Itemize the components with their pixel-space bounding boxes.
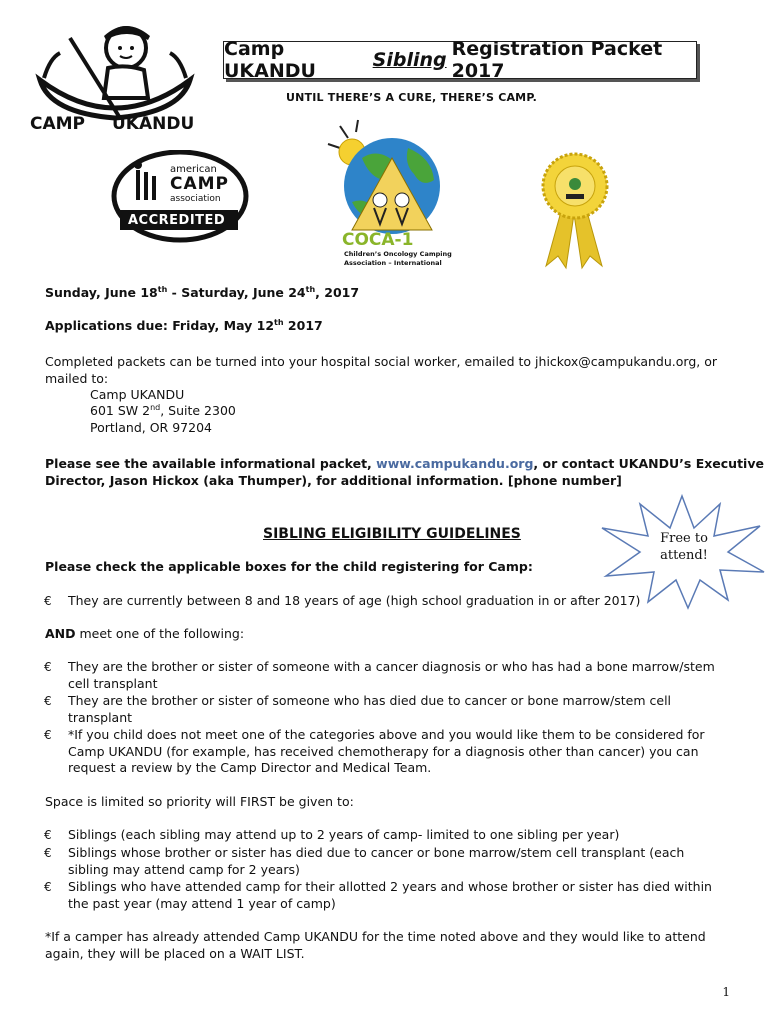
priority-2: Siblings whose brother or sister has died due to cancer or bone marrow/stem cell transplant (each sibling may attend camp for 2 years) [68, 845, 685, 877]
coca-sub1: Children’s Oncology Camping [344, 250, 452, 258]
address-line2 [90, 403, 236, 420]
info-text-1: Please see the available informational packet, [45, 456, 377, 471]
aca-line2: CAMP [170, 174, 230, 194]
address-line3: Portland, OR 97204 [90, 420, 212, 435]
eligibility-instruction: Please check the applicable boxes for the child registering for Camp: [45, 559, 533, 574]
session-year: , 2017 [315, 285, 360, 300]
page-title [223, 38, 697, 82]
coca-sub2: Association – International [344, 259, 442, 267]
aca-line1: american [170, 164, 217, 175]
title-part1: Camp UKANDU [224, 38, 316, 82]
starburst-line2: attend! [660, 548, 708, 563]
logo-text-ukandu: UKANDU [112, 114, 195, 134]
criterion-2: They are the brother or sister of someone who has died due to cancer or bone marrow/stem cell transplant [68, 693, 672, 725]
coca-logo [322, 118, 452, 273]
eligibility-heading: SIBLING ELIGIBILITY GUIDELINES [263, 526, 521, 542]
title-part2: Registration Packet 2017 [451, 38, 663, 82]
aca-line3: association [170, 194, 221, 204]
sup-th-1: th [157, 284, 168, 294]
due-year: 2017 [283, 318, 323, 333]
priority-3: Siblings who have attended camp for their allotted 2 years and whose brother or sister has died within the past year (may attend 1 year of camp) [68, 879, 712, 911]
checkbox-criterion-2[interactable]: € [44, 694, 52, 708]
priority-1: Siblings (each sibling may attend up to 2 years of camp- limited to one sibling per year) [68, 827, 620, 842]
coca-name: COCA-1 [342, 230, 414, 250]
priority-intro: Space is limited so priority will FIRST be given to: [45, 794, 354, 809]
gold-ribbon-icon [528, 138, 623, 273]
checkbox-criterion-3[interactable]: € [44, 728, 52, 742]
logo-text-camp: CAMP [30, 114, 86, 134]
info-text-2: , or contact UKANDU’s Executive [533, 456, 764, 471]
checkbox-age[interactable]: € [44, 594, 52, 608]
address-street: 601 SW 2 [90, 403, 151, 418]
session-dates [45, 285, 359, 302]
criterion-age: They are currently between 8 and 18 years of age (high school graduation in or after 2017) [68, 593, 641, 608]
title-italic: Sibling [372, 49, 447, 71]
due-date: Applications due: Friday, May 12 [45, 318, 275, 333]
page-number: 1 [722, 985, 730, 999]
info-line2: Director, Jason Hickox (aka Thumper), for additional information. [phone number] [45, 473, 622, 488]
applications-due [45, 318, 323, 335]
submission-line1: Completed packets can be turned into your hospital social worker, emailed to jhickox@campukandu.org, or [45, 354, 717, 369]
aca-accredited: ACCREDITED [128, 213, 226, 228]
sup-th-2: th [305, 284, 316, 294]
address-suite: , Suite 2300 [160, 403, 236, 418]
tagline: UNTIL THERE’S A CURE, THERE’S CAMP. [286, 91, 537, 104]
checkbox-priority-1[interactable]: € [44, 828, 52, 842]
and-rest: meet one of the following: [75, 626, 245, 641]
waitlist-footnote: *If a camper has already attended Camp UKANDU for the time noted above and they would like to attend again, they will be placed on a WAIT LIST. [45, 929, 706, 961]
sup-th-3: th [274, 317, 284, 327]
and-line [45, 626, 244, 643]
starburst-text [646, 530, 722, 564]
camp-ukandu-logo [30, 18, 200, 138]
starburst-line1: Free to [660, 531, 708, 546]
gold-ribbon-badge [528, 138, 623, 273]
session-end: - Saturday, June 24 [167, 285, 306, 300]
info-line1 [45, 456, 764, 473]
checkbox-criterion-1[interactable]: € [44, 660, 52, 674]
criterion-1: They are the brother or sister of someone with a cancer diagnosis or who has had a bone marrow/stem cell transplant [68, 659, 715, 691]
aca-accredited-logo [108, 150, 258, 246]
session-start: Sunday, June 18 [45, 285, 158, 300]
submission-line2: mailed to: [45, 371, 109, 386]
checkbox-priority-3[interactable]: € [44, 880, 52, 894]
website-link[interactable]: www.campukandu.org [376, 456, 534, 471]
sup-nd: nd [150, 402, 161, 412]
and-bold: AND [45, 626, 76, 641]
address-line1: Camp UKANDU [90, 387, 185, 402]
checkbox-priority-2[interactable]: € [44, 846, 52, 860]
ribbon-text [528, 138, 529, 139]
criterion-3: *If you child does not meet one of the categories above and you would like them to be considered for Camp UKANDU (for example, has received chemotherapy for a diagnosis other than cancer) you can request a review by the Camp Director and Medical Team. [68, 727, 705, 775]
globe-sun-icon [322, 118, 452, 236]
